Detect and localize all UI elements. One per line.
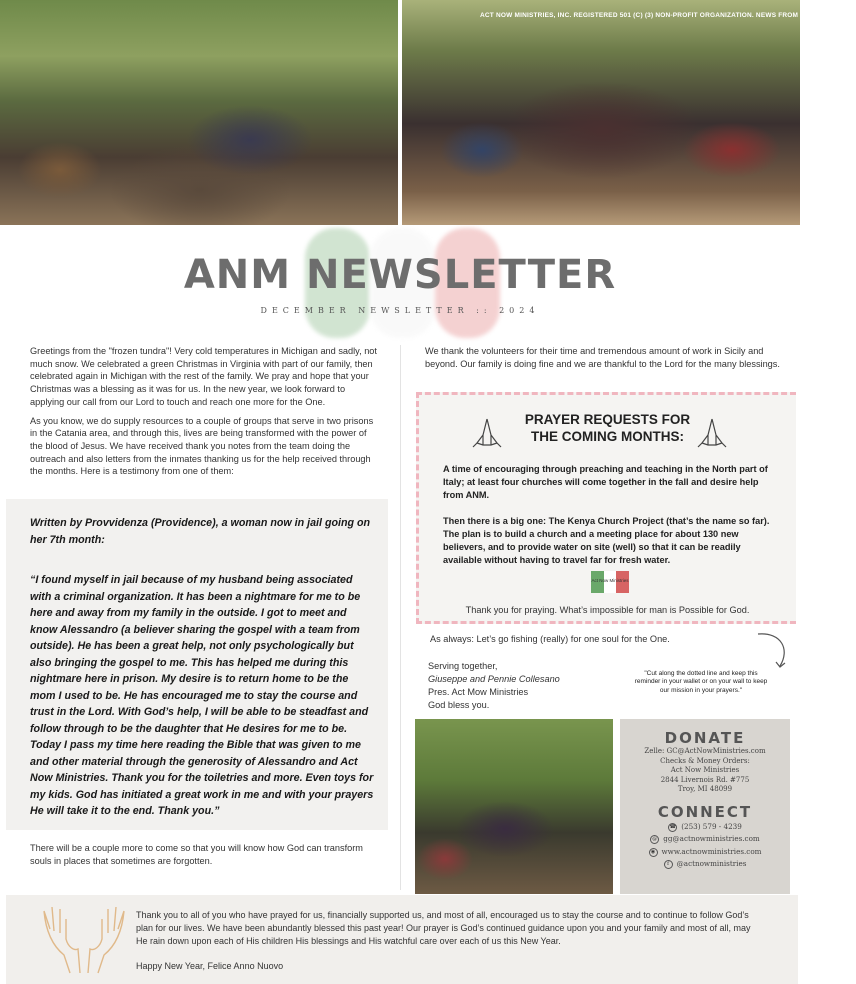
contact-phone [620,821,790,834]
photo-gathering-outdoor [0,0,398,225]
signoff-names: Giuseppe and Pennie Collesano [428,674,560,684]
email-icon: @ [652,836,658,843]
prayer-requests-box [416,392,796,624]
contact-website[interactable] [620,846,790,859]
prayer-item-north-italy: A time of encouraging through preaching and teaching in the North part of Italy; at least four churches will come together in the fall and desire help from ANM. [443,464,768,500]
footer-panel [6,895,798,984]
testimony-body: “I found myself in jail because of my husband being associated with a criminal organization. It has been a nightmare for me to be here and away from my family in the outside. I got to meet and know Alessandro (a believer sharing the gospel with a team from outside). He has been a great help, not only psychologically but also bringing the gospel to me. This has helped me during this nightmare here in prison. My desire is to return home to be the mom I used to be. He has encouraged me to stay the course and trust in the Lord. With God’s help, I will be able to be steadfast and follow through to be the daughter that He desires for me to be. Today I pass my time here reading the Bible that was given to me and other material through the generosity of Alessandro and Act Now Ministries. Thank you for the toiletries and more. Even toys for my kids. God has initiated a great work in me and with your prayers He will take it to the end. Thank you.” [30,574,374,817]
prayer-heading-line2: THE COMING MONTHS: [531,429,684,444]
donate-title: DONATE [664,729,746,747]
footer-greeting: Happy New Year, Felice Anno Nuovo [136,961,284,971]
phone-icon: ☎ [669,823,676,830]
testimony-box [6,499,388,830]
fishing-line: As always: Let’s go fishing (really) for one soul for the One. [430,634,670,644]
signoff-title: Pres. Act Mow Ministries [428,687,529,697]
prayer-heading [419,411,796,445]
photo-outdoor-meeting [415,719,613,894]
thanks-for-praying: Thank you for praying. What’s impossible for man is Possible for God. [465,605,750,615]
column-divider [400,345,401,890]
facebook-handle[interactable]: @actnowministries [676,859,747,869]
newsletter-title: ANM NEWSLETTER [183,252,617,298]
signoff-greeting: Serving together, [428,661,498,671]
phone-number: (253) 579 - 4239 [681,821,742,831]
left-column [30,345,380,484]
testimony-heading: Written by Provvidenza (Providence), a woman now in jail going on her 7th month: [30,517,371,546]
donate-city: Troy, MI 48099 [677,785,733,794]
prayer-item-kenya: Then there is a big one: The Kenya Church Project (that’s the name so far). The plan is to build a church and a meeting place for about 130 new believers, and to provide water on site (well) so that it can be readily available without having to travel far for fresh water. [443,516,770,565]
donate-zelle: Zelle: GC@ActNowMinistries.com [644,747,766,755]
email-address[interactable]: gg@actnowministries.com [663,834,760,844]
open-hands-icon [34,903,134,977]
cut-reminder-note: "Cut along the dotted line and keep this reminder in your wallet or on your wall to keep our mission in your prayers." [634,670,768,694]
contact-email[interactable] [620,833,790,846]
contact-facebook[interactable] [620,858,790,871]
act-now-ministries-logo: Act Now Ministries [591,571,629,593]
photo-group-portrait [402,0,856,225]
curved-arrow-icon [752,628,792,672]
donate-org: Act Now Ministries [670,766,740,775]
donate-checks-label: Checks & Money Orders: [660,756,750,765]
connect-title: CONNECT [657,802,753,821]
newsletter-subtitle: DECEMBER NEWSLETTER :: 2024 [260,306,540,315]
prayer-heading-line1: PRAYER REQUESTS FOR [524,412,691,427]
signoff-block [428,660,560,712]
facebook-icon: f [664,860,673,869]
footer-thanks: Thank you to all of you who have prayed for us, financially supported us, and most of all, encouraged us to stay the course and to continue to follow God’s plan for our lives. We have been abundantly blessed this past year! Our prayer is God’s continued guidance upon you and your family and most of all, may He rain down upon each of His children His blessings and His watchful care over each of us this New Year. [136,910,751,946]
signoff-blessing: God bless you. [428,700,490,710]
closing-paragraph: There will be a couple more to come so that you will know how God can transform souls in places that sometimes are forgotten. [30,843,363,866]
prison-paragraph: As you know, we do supply resources to a couple of groups that serve in two prisons in the Catania area, and through this, lives are being transformed with the power of the blood of Jesus. We have received thank you notes from the team doing the outreach and also letters from the inmates thanking us for the help received through the months. Here is a testimony from one of them: [30,415,374,477]
donate-connect-panel [620,719,790,894]
volunteers-paragraph: We thank the volunteers for their time and tremendous amount of work in Sicily and beyond. Our family is doing fine and we are thankful to the Lord for the many blessings. [425,346,780,369]
photo-caption: ACT NOW MINISTRIES, INC. REGISTERED 501 (C) (3) NON-PROFIT ORGANIZATION. NEWS FROM DECEMBER 2024 [480,12,856,19]
greeting-paragraph: Greetings from the "frozen tundra"! Very cold temperatures in Michigan and sadly, not much snow. We celebrated a green Christmas in Virginia with part of our family, then celebrated again in Michigan with the rest of the family. We pray and hope that your Christmas was a blessing as it was for us. In the new year, we look forward to applying our call from our Lord to touch and reach one more for the One. [30,346,377,407]
globe-icon: ◉ [649,848,658,857]
donate-street: 2844 Livernois Rd. #775 [660,775,750,784]
website-link[interactable]: www.actnowministries.com [661,846,762,856]
